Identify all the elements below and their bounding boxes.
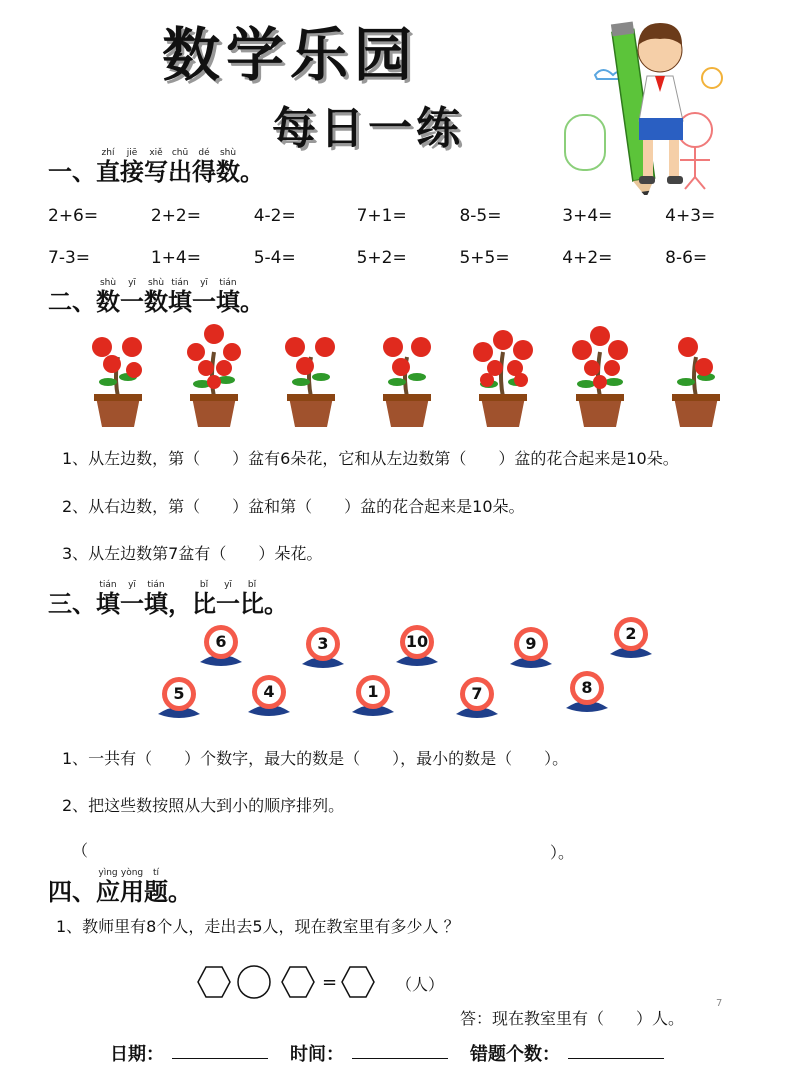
hexagon-blank: [198, 967, 230, 997]
equation: 4+2=: [562, 248, 613, 268]
equation: 5-4=: [253, 248, 296, 268]
footer-fields: [110, 1040, 678, 1066]
peach-number-card: 5: [154, 672, 204, 722]
peach-number-card: 10: [392, 620, 442, 670]
peach-number-card: 6: [196, 620, 246, 670]
flower-pot-4: [371, 322, 443, 430]
hexagon-blank: [342, 967, 374, 997]
page-subtitle: 每日一练: [272, 103, 464, 154]
errors-label: 错题个数：: [470, 1044, 560, 1065]
time-label: 时间：: [290, 1044, 344, 1065]
hexagon-blank: [282, 967, 314, 997]
errors-blank[interactable]: [568, 1040, 664, 1059]
flowers-question-1: 1、从左边数，第（ ）盆有6朵花，它和从左边数第（ ）盆的花合起来是10朵。: [62, 449, 679, 468]
date-label: 日期：: [110, 1044, 164, 1065]
peach-number-card: 1: [348, 670, 398, 720]
circle-blank: [238, 966, 270, 998]
compare-question-2: 2、把这些数按照从大到小的顺序排列。: [62, 796, 345, 815]
boy-with-pencil-illustration: [555, 10, 755, 195]
flower-pot-1: [82, 322, 154, 430]
page-title: 数学乐园: [162, 21, 419, 89]
word-problem-question: 1、教师里有8个人，走出去5人，现在教室里有多少人 ？: [56, 917, 460, 936]
equation: 8-6=: [665, 248, 708, 268]
page-number: 7: [716, 998, 723, 1009]
equation: 7-3=: [48, 248, 91, 268]
section-heading-4: 四、应yìng用yòng题tí。: [48, 868, 192, 906]
peach-number-card: 2: [606, 612, 656, 662]
peach-number-card: 8: [562, 666, 612, 716]
date-blank[interactable]: [172, 1040, 268, 1059]
equation: 4-2=: [253, 206, 296, 226]
equation-shapes: [190, 962, 390, 1002]
flower-pot-7: [660, 322, 732, 430]
equation: 5+2=: [356, 248, 407, 268]
flower-pot-5: [467, 322, 539, 430]
equation: 4+3=: [665, 206, 716, 226]
flower-pot-3: [275, 322, 347, 430]
equation: 2+6=: [48, 206, 99, 226]
flower-pot-6: [564, 322, 636, 430]
flower-pot-2: [178, 322, 250, 430]
equation: 7+1=: [356, 206, 407, 226]
order-answer-open-paren: （: [72, 841, 89, 860]
unit-label: （人）: [396, 975, 445, 994]
equation-row-1: [48, 206, 768, 226]
equation-row-2: [48, 248, 768, 268]
peach-number-card: 4: [244, 670, 294, 720]
equation: 1+4=: [150, 248, 201, 268]
peach-number-card: 3: [298, 622, 348, 672]
compare-question-1: 1、一共有（ ）个数字，最大的数是（ ），最小的数是（ ）。: [62, 749, 569, 768]
peach-number-card: 9: [506, 622, 556, 672]
flowers-question-3: 3、从左边数第7盆有（ ）朵花。: [62, 544, 323, 563]
section-heading-1: 一、直zhí接jiē写xiě出chū得dé数shù。: [48, 148, 264, 186]
order-answer-close-paren: ）。: [550, 843, 575, 862]
equation: 5+5=: [459, 248, 510, 268]
time-blank[interactable]: [352, 1040, 448, 1059]
equation: 3+4=: [562, 206, 613, 226]
peach-number-card: 7: [452, 672, 502, 722]
section-heading-2: 二、数shù一yī数shù填tián一yī填tián。: [48, 278, 264, 316]
answer-line: 答：现在教室里有（ ）人。: [460, 1009, 685, 1028]
flowers-question-2: 2、从右边数，第（ ）盆和第（ ）盆的花合起来是10朵。: [62, 497, 525, 516]
equals-sign: =: [322, 972, 338, 993]
equation: 8-5=: [459, 206, 502, 226]
section-heading-3: 三、填tián一yī填tián，比bǐ一yī比bǐ。: [48, 580, 288, 618]
equation: 2+2=: [150, 206, 201, 226]
flower-pots-row: [82, 322, 732, 430]
